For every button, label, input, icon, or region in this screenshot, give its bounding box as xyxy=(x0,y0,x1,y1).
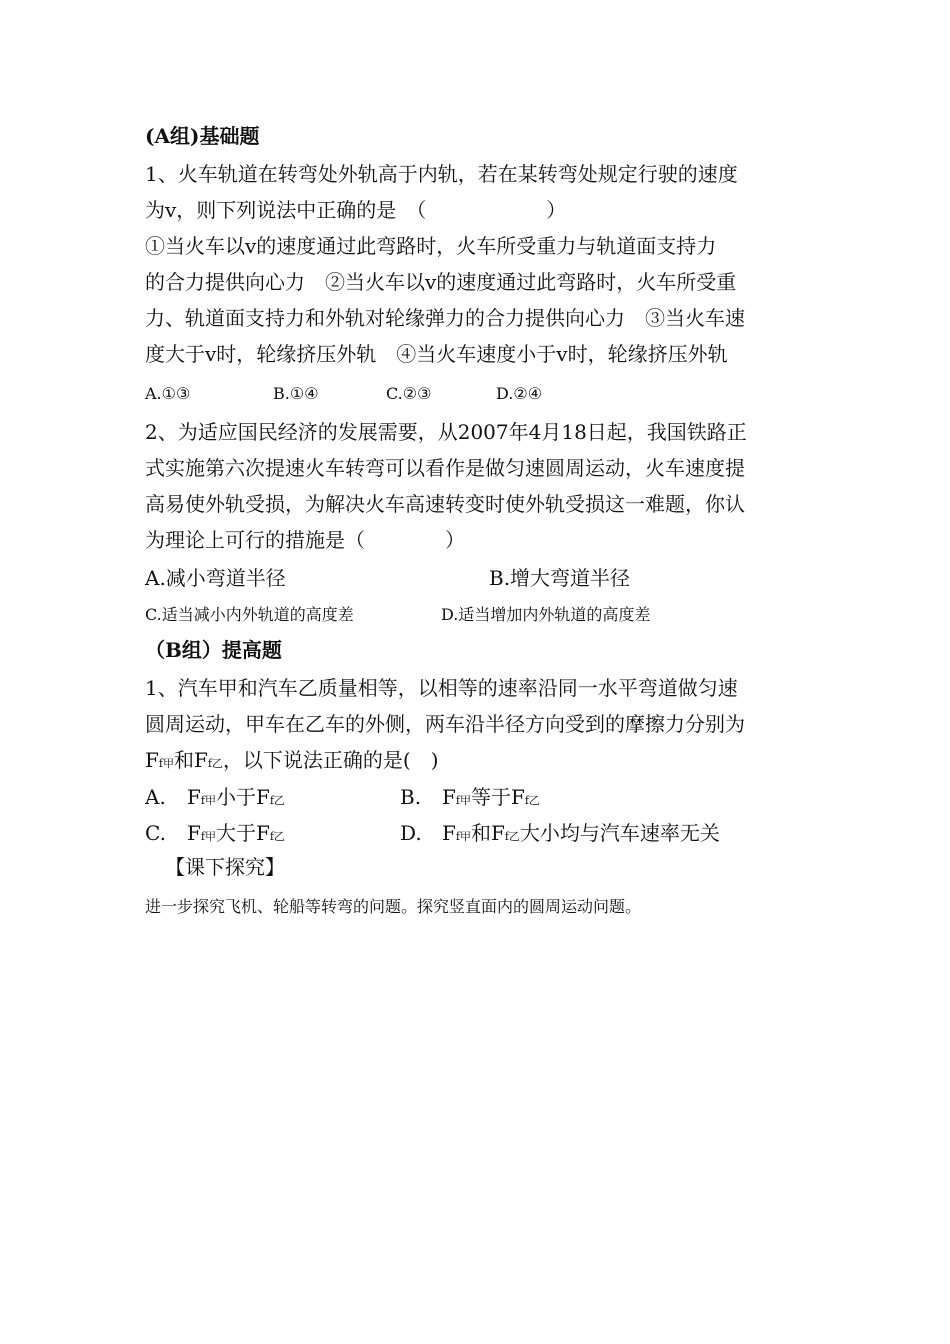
b-q1-option-b-label: B. xyxy=(400,785,422,809)
a-q2-option-a: A.减小弯道半径 xyxy=(145,566,286,590)
question-stem-end: ，以下说法正确的是( ) xyxy=(222,748,439,772)
a-q1-line-4: 的合力提供向心力 ②当火车以v的速度通过此弯路时，火车所受重 xyxy=(145,270,737,294)
f-yi-subscript: f乙 xyxy=(269,830,285,843)
b-q1-option-b xyxy=(442,783,540,815)
a-q2-line-3: 高易使外轨受损，为解决火车高速转变时使外轨受损这一难题，你认 xyxy=(145,492,745,516)
option-b-text: 等于 xyxy=(470,785,511,809)
b-q1-option-a-label: A. xyxy=(145,785,166,809)
a-q1-line-6: 度大于v时，轮缘挤压外轨 ④当火车速度小于v时，轮缘挤压外轨 xyxy=(145,342,728,366)
f-symbol: F xyxy=(442,821,456,845)
option-a-text: 小于 xyxy=(215,785,256,809)
a-q1-option-c: C.②③ xyxy=(386,384,432,403)
f-yi-subscript: f乙 xyxy=(504,830,520,843)
option-d-text: 大小均与汽车速率无关 xyxy=(519,821,720,845)
section-b-heading: （B组）提高题 xyxy=(145,638,282,662)
b-q1-option-c-label: C. xyxy=(145,821,166,845)
a-q1-option-a: A.①③ xyxy=(145,384,191,403)
f-symbol: F xyxy=(510,785,525,809)
f-symbol: F xyxy=(187,821,201,845)
option-c-text: 大于 xyxy=(215,821,256,845)
a-q2-option-c: C.适当减小内外轨道的高度差 xyxy=(145,605,354,624)
f-symbol: F xyxy=(442,785,456,809)
a-q1-option-b: B.①④ xyxy=(273,384,319,403)
f-yi-subscript: f乙 xyxy=(207,757,223,770)
a-q1-option-d: D.②④ xyxy=(496,384,543,403)
f-symbol: F xyxy=(490,821,505,845)
f-jia-subscript: f甲 xyxy=(200,830,216,843)
f-symbol: F xyxy=(187,785,201,809)
f-jia-subscript: f甲 xyxy=(200,794,216,807)
b-q1-option-d xyxy=(442,819,720,851)
f-jia-subscript: f甲 xyxy=(455,794,471,807)
a-q1-line-5: 力、轨道面支持力和外轨对轮缘弹力的合力提供向心力 ③当火车速 xyxy=(145,306,745,330)
f-symbol: F xyxy=(193,748,208,772)
f-symbol: F xyxy=(145,748,159,772)
f-jia-subscript: f甲 xyxy=(158,757,174,770)
b-q1-option-d-label: D. xyxy=(400,821,422,845)
a-q2-line-4: 为理论上可行的措施是（ ） xyxy=(145,528,465,552)
b-q1-line-2: 圆周运动，甲车在乙车的外侧，两车沿半径方向受到的摩擦力分别为 xyxy=(145,712,745,736)
f-yi-subscript: f乙 xyxy=(524,794,540,807)
f-jia-subscript: f甲 xyxy=(455,830,471,843)
option-d-and: 和 xyxy=(470,821,491,845)
a-q2-line-1: 2、为适应国民经济的发展需要，从2007年4月18日起，我国铁路正 xyxy=(145,420,747,444)
b-q1-option-a xyxy=(187,783,285,815)
explore-text: 进一步探究飞机、轮船等转弯的问题。探究竖直面内的圆周运动问题。 xyxy=(145,897,642,916)
f-symbol: F xyxy=(255,785,270,809)
a-q2-line-2: 式实施第六次提速火车转弯可以看作是做匀速圆周运动，火车速度提 xyxy=(145,456,745,480)
a-q1-line-3: ①当火车以v的速度通过此弯路时，火车所受重力与轨道面支持力 xyxy=(145,234,717,258)
b-q1-option-c xyxy=(187,819,285,851)
b-q1-line-3 xyxy=(145,746,439,778)
and-text: 和 xyxy=(173,748,194,772)
section-a-heading: (A组)基础题 xyxy=(145,124,260,148)
f-symbol: F xyxy=(255,821,270,845)
a-q1-line-2: 为v，则下列说法中正确的是 （ ） xyxy=(145,198,567,222)
explore-heading: 【课下探究】 xyxy=(165,855,285,879)
f-yi-subscript: f乙 xyxy=(269,794,285,807)
a-q2-option-b: B.增大弯道半径 xyxy=(489,566,631,590)
b-q1-line-1: 1、汽车甲和汽车乙质量相等，以相等的速率沿同一水平弯道做匀速 xyxy=(145,676,738,700)
a-q1-line-1: 1、火车轨道在转弯处外轨高于内轨，若在某转弯处规定行驶的速度 xyxy=(145,162,738,186)
a-q2-option-d: D.适当增加内外轨道的高度差 xyxy=(441,605,651,624)
